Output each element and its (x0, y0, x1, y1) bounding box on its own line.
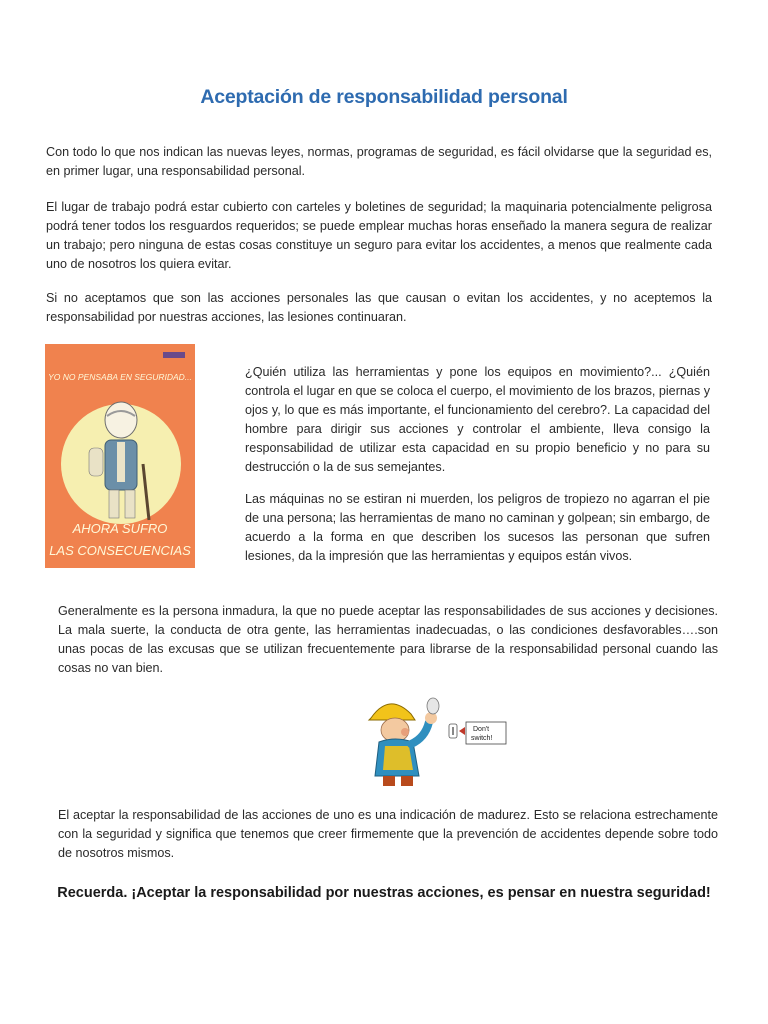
worker-illustration-image (365, 690, 525, 790)
paragraph-immature-person: Generalmente es la persona inmadura, la que no puede aceptar las responsabilidades de sus acciones y decisiones. La mala suerte, la conducta de otra gente, las herramientas inadecuadas, o las condiciones desfavorables….son unas pocas de las excusas que se utilizan frecuentemente para librarse de la responsabilidad personal cuando las cosas no van bien. (58, 604, 718, 675)
poster-bottom-line2: LAS CONSECUENCIAS (49, 543, 191, 558)
paragraph-accept-actions: Si no aceptamos que son las acciones personales las que causan o evitan los accidentes, y no aceptemos la responsabilidad por nuestras acciones, las lesiones continuaran. (46, 291, 712, 324)
paragraph-intro: Con todo lo que nos indican las nuevas leyes, normas, programas de seguridad, es fácil olvidarse que la seguridad es, en primer lugar, una responsabilidad personal. (46, 145, 712, 178)
paragraph-machines: Las máquinas no se estiran ni muerden, los peligros de tropiezo no agarran el pie de una persona; las herramientas de mano no caminan y golpean; sin embargo, de acuerdo a la forma en que describen los sucesos las personan que sufren lesiones, da la impresión que las herramientas y equipos están vivos. (245, 492, 710, 563)
sign-text-line1: Don't (473, 726, 490, 733)
paragraph-who-uses-tools: ¿Quién utiliza las herramientas y pone los equipos en movimiento?... ¿Quién controla el lugar en que se coloca el cuerpo, el movimiento de los brazos, piernas y ojos y, lo que es más importante, el funcionamiento del cerebro?. La capacidad del hombre para dirigir sus acciones y controlar el ambiente, lleva consigo la responsabilidad de utilizar esta capacidad en su propio beneficio y no para su destrucción o la de sus semejantes. (245, 365, 710, 474)
sign-text-line2: switch! (471, 735, 493, 742)
closing-reminder: Recuerda. ¡Aceptar la responsabilidad por nuestras acciones, es pensar en nuestra seguridad! (57, 885, 711, 901)
poster-bottom-line1: AHORA SUFRO (72, 521, 168, 536)
safety-poster-image (45, 344, 195, 568)
paragraph-workplace: El lugar de trabajo podrá estar cubierto con carteles y boletines de seguridad; la maquinaria potencialmente peligrosa podrá tener todos los resguardos requeridos; se puede emplear muchas horas enseñado la manera segura de realizar un trabajo; pero ninguna de estas cosas constituye un seguro para evitar los accidentes, a menos que realmente cada uno de nosotros los quiera evitar. (46, 200, 712, 271)
poster-top-caption: YO NO PENSABA EN SEGURIDAD... (48, 372, 192, 382)
paragraph-maturity: El aceptar la responsabilidad de las acciones de uno es una indicación de madurez. Esto se relaciona estrechamente con la seguridad y significa que tenemos que creer firmemente que la prevención de accidentes depende sobre todo de nosotros mismos. (58, 808, 718, 860)
page-title: Aceptación de responsabilidad personal (200, 86, 568, 108)
